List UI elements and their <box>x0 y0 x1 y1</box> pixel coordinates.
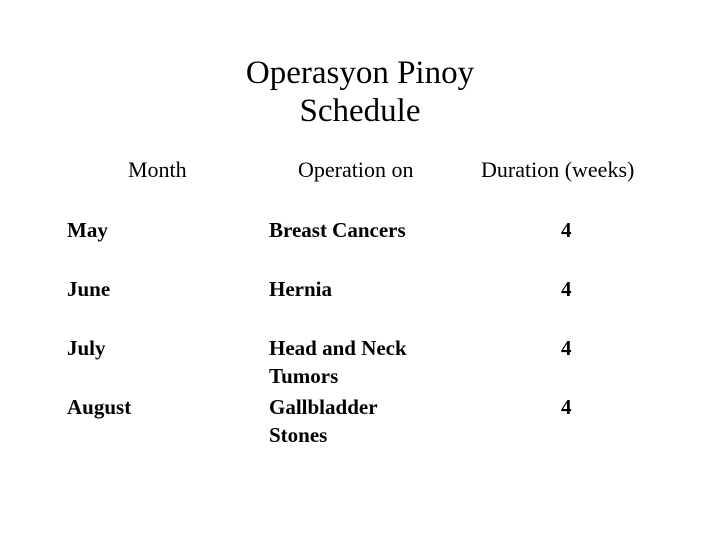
row-may-month: May <box>67 218 108 242</box>
row-august-duration: 4 <box>561 395 572 419</box>
row-august-operation-line-1: Gallbladder <box>269 395 378 419</box>
slide-title <box>0 54 720 130</box>
row-may-duration: 4 <box>561 218 572 242</box>
row-august-month: August <box>67 395 132 419</box>
title-line-1: Operasyon Pinoy <box>245 55 475 91</box>
header-month: Month <box>128 157 187 182</box>
row-july-month: July <box>67 336 106 360</box>
row-august-operation-line-2: Stones <box>269 423 328 447</box>
row-july-operation-line-1: Head and Neck <box>269 336 407 360</box>
row-july-operation-line-2: Tumors <box>269 364 339 388</box>
title-line-2: Schedule <box>299 93 421 129</box>
row-june-operation: Hernia <box>269 277 332 301</box>
row-july-duration: 4 <box>561 336 572 360</box>
header-duration: Duration (weeks) <box>481 157 635 182</box>
row-june-duration: 4 <box>561 277 572 301</box>
header-operation: Operation on <box>298 157 414 182</box>
row-may-operation: Breast Cancers <box>269 218 406 242</box>
row-june-month: June <box>67 277 111 301</box>
